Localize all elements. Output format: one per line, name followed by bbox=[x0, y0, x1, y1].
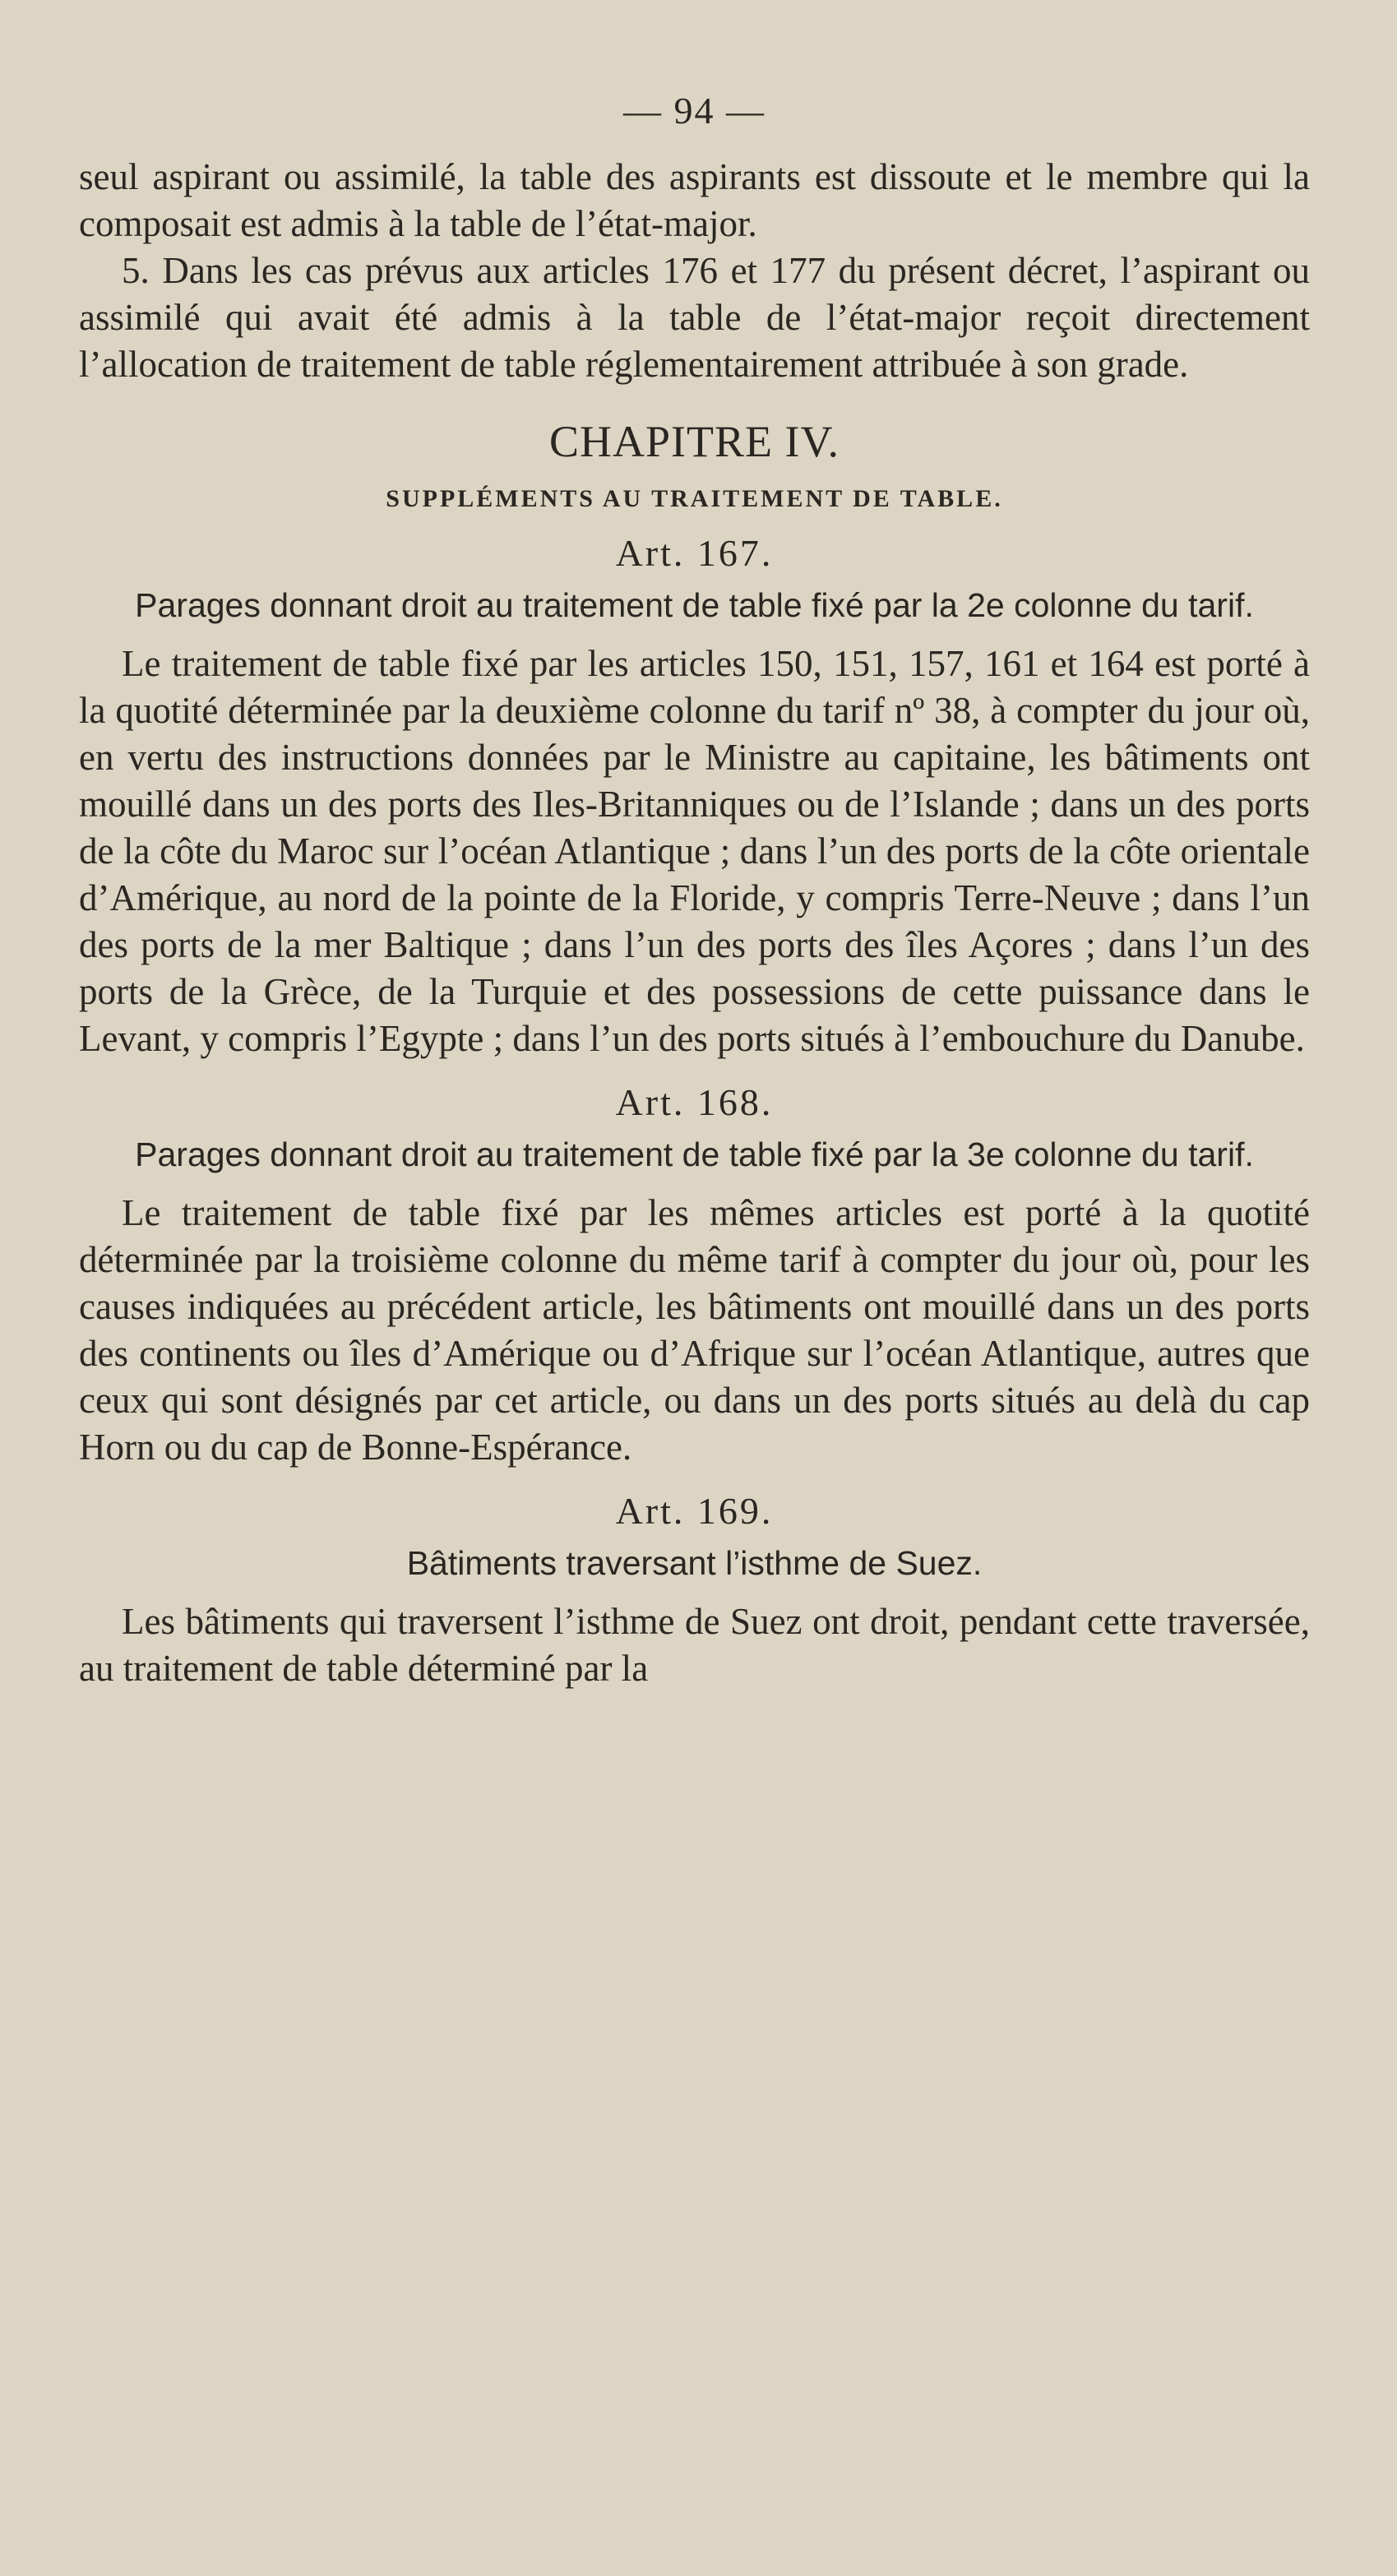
article-subtitle-167: Parages donnant droit au traitement de table fixé par la 2e colonne du tarif. bbox=[135, 586, 1254, 624]
intro-paragraph-2: 5. Dans les cas prévus aux articles 176 et 177 du présent décret, l’aspirant ou assimilé qui avait été admis à la table de l’état-major reçoit directement l’allocation de traitement de table réglementairement attribuée à son grade. bbox=[79, 250, 1310, 385]
article-subtitle-169: Bâtiments traversant l’isthme de Suez. bbox=[406, 1544, 983, 1582]
article-heading-169 bbox=[79, 1489, 1310, 1533]
article-body-169: Les bâtiments qui traversent l’isthme de Suez ont droit, pendant cette traversée, au traitement de table déterminé par la bbox=[79, 1601, 1310, 1689]
intro-paragraph-1: seul aspirant ou assimilé, la table des aspirants est dissoute et le membre qui la composait est admis à la table de l’état-major. bbox=[79, 156, 1310, 244]
section-title: SUPPLÉMENTS AU TRAITEMENT DE TABLE. bbox=[386, 485, 1003, 512]
article-heading-167 bbox=[79, 531, 1310, 575]
page-number: — 94 — bbox=[623, 90, 766, 132]
article-number: 169. bbox=[696, 1490, 774, 1532]
chapter-title: CHAPITRE IV. bbox=[548, 417, 840, 466]
article-label: Art. bbox=[615, 1081, 686, 1123]
article-label: Art. bbox=[615, 532, 686, 574]
article-heading-168 bbox=[79, 1080, 1310, 1124]
article-number: 168. bbox=[696, 1081, 774, 1123]
article-body-168: Le traitement de table fixé par les mêmes articles est porté à la quotité déterminée par la troisième colonne du même tarif à compter du jour où, pour les causes indiquées au précédent article, les bâtiments ont mouillé dans un des ports des continents ou îles d’Amérique ou d’Afrique sur l’océan Atlantique, autres que ceux qui sont désignés par cet article, ou dans un des ports situés au delà du cap Horn ou du cap de Bonne-Espérance. bbox=[79, 1192, 1310, 1468]
article-number: 167. bbox=[696, 532, 774, 574]
article-label: Art. bbox=[615, 1490, 686, 1532]
article-body-167: Le traitement de table fixé par les articles 150, 151, 157, 161 et 164 est porté à la quotité déterminée par la deuxième colonne du tarif nº 38, à compter du jour où, en vertu des instructions données par le Ministre au capitaine, les bâtiments ont mouillé dans un des ports des Iles-Britanniques ou de l’Islande ; dans un des ports de la côte du Maroc sur l’océan Atlantique ; dans l’un des ports de la côte orientale d’Amérique, au nord de la pointe de la Floride, y compris Terre-Neuve ; dans l’un des ports de la mer Baltique ; dans l’un des ports des îles Açores ; dans l’un des ports de la Grèce, de la Turquie et des possessions de cette puissance dans le Levant, y compris l’Egypte ; dans l’un des ports situés à l’embouchure du Danube. bbox=[79, 643, 1310, 1059]
article-subtitle-168: Parages donnant droit au traitement de table fixé par la 3e colonne du tarif. bbox=[135, 1135, 1254, 1173]
